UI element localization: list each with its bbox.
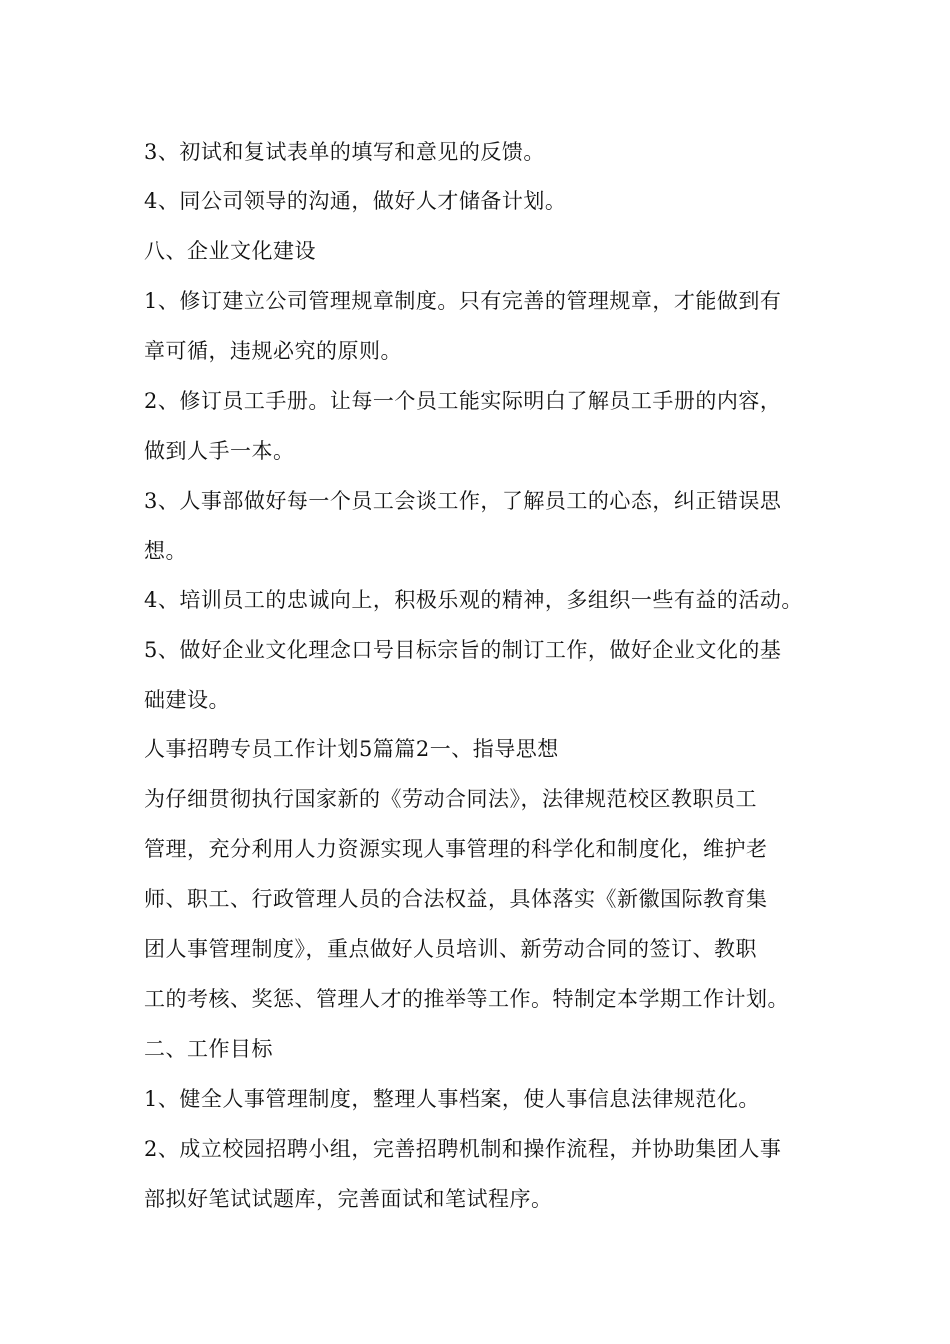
section-heading: 八、企业文化建设 [144, 239, 316, 263]
text-line: 章可循，违规必究的原则。 [144, 339, 402, 363]
text-line: 为仔细贯彻执行国家新的《劳动合同法》，法律规范校区教职员工 [144, 787, 757, 811]
text-line: 1、修订建立公司管理规章制度。只有完善的管理规章，才能做到有 [144, 289, 782, 313]
text-line: 3、人事部做好每一个员工会谈工作，了解员工的心态，纠正错误思 [144, 489, 782, 513]
text-line: 部拟好笔试试题库，完善面试和笔试程序。 [144, 1187, 553, 1211]
text-line: 师、职工、行政管理人员的合法权益，具体落实《新徽国际教育集 [144, 887, 768, 911]
text-line: 4、同公司领导的沟通，做好人才储备计划。 [144, 189, 567, 213]
text-line: 做到人手一本。 [144, 439, 295, 463]
text-line: 5、做好企业文化理念口号目标宗旨的制订工作，做好企业文化的基 [144, 638, 782, 662]
section-heading: 人事招聘专员工作计划5篇篇2一、指导思想 [144, 737, 559, 761]
text-line: 2、修订员工手册。让每一个员工能实际明白了解员工手册的内容， [144, 389, 782, 413]
text-line: 工的考核、奖惩、管理人才的推举等工作。特制定本学期工作计划。 [144, 987, 789, 1011]
section-heading: 二、工作目标 [144, 1037, 273, 1061]
text-line: 管理，充分利用人力资源实现人事管理的科学化和制度化，维护老 [144, 837, 768, 861]
text-line: 4、培训员工的忠诚向上，积极乐观的精神，多组织一些有益的活动。 [144, 588, 803, 612]
text-line: 2、成立校园招聘小组，完善招聘机制和操作流程，并协助集团人事 [144, 1137, 782, 1161]
text-line: 1、健全人事管理制度，整理人事档案，使人事信息法律规范化。 [144, 1087, 760, 1111]
text-line: 想。 [144, 539, 187, 563]
text-line: 3、初试和复试表单的填写和意见的反馈。 [144, 140, 545, 164]
text-line: 础建设。 [144, 688, 230, 712]
text-line: 团人事管理制度》，重点做好人员培训、新劳动合同的签订、教职 [144, 937, 757, 961]
